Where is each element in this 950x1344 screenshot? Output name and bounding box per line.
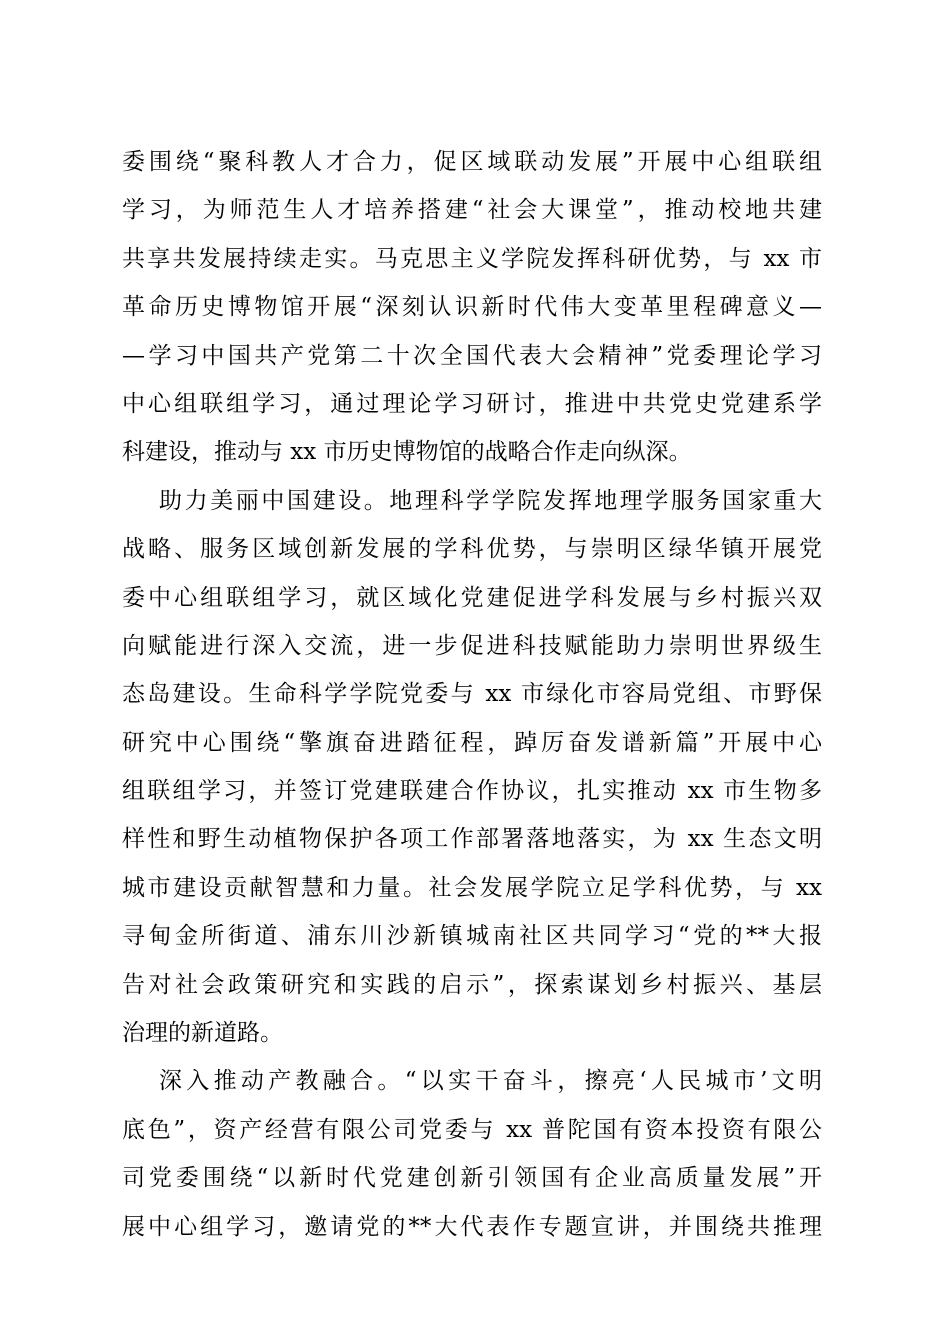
- text-line: 司党委围绕“以新时代党建创新引领国有企业高质量发展”开: [122, 1165, 822, 1192]
- text-line: 深入推动产教融合。“以实干奋斗，擦亮‘人民城市’文明: [159, 1068, 822, 1095]
- text-line: 革命历史博物馆开展“深刻认识新时代伟大变革里程碑意义—: [122, 294, 822, 321]
- text-line: 中心组联组学习，通过理论学习研讨，推进中共党史党建系学: [122, 390, 822, 417]
- text-line: 组联组学习，并签订党建联建合作协议，扎实推动 xx 市生物多: [122, 778, 822, 805]
- body-text: [122, 138, 822, 1251]
- text-line: 寻甸金所街道、浦东川沙新镇城南社区共同学习“党的**大报: [122, 923, 822, 950]
- text-line: 研究中心围绕“擎旗奋进踏征程，踔厉奋发谱新篇”开展中心: [122, 729, 822, 756]
- text-line: 委围绕“聚科教人才合力，促区域联动发展”开展中心组联组: [122, 149, 822, 175]
- text-line: 展中心组学习，邀请党的**大代表作专题宣讲，并围绕共推理: [122, 1213, 822, 1240]
- paragraph-3: [122, 1057, 822, 1251]
- text-line: 助力美丽中国建设。地理科学学院发挥地理学服务国家重大: [159, 487, 822, 514]
- text-line: 学习，为师范生人才培养搭建“社会大课堂”，推动校地共建: [122, 197, 822, 224]
- text-line: 底色”，资产经营有限公司党委与 xx 普陀国有资本投资有限公: [122, 1116, 822, 1143]
- text-line: 治理的新道路。: [122, 1020, 283, 1047]
- text-line: 态岛建设。生命科学学院党委与 xx 市绿化市容局党组、市野保: [122, 681, 822, 708]
- text-line: 共享共发展持续走实。马克思主义学院发挥科研优势，与 xx 市: [122, 245, 822, 272]
- text-line: 告对社会政策研究和实践的启示”，探索谋划乡村振兴、基层: [122, 971, 822, 998]
- text-line: 向赋能进行深入交流，进一步促进科技赋能助力崇明世界级生: [122, 632, 822, 659]
- paragraph-1-continuation: [122, 138, 822, 477]
- text-line: 委中心组联组学习，就区域化党建促进学科发展与乡村振兴双: [122, 584, 822, 611]
- text-line: 科建设，推动与 xx 市历史博物馆的战略合作走向纵深。: [122, 439, 692, 466]
- paragraph-2: [122, 477, 822, 1058]
- text-line: —学习中国共产党第二十次全国代表大会精神”党委理论学习: [122, 342, 822, 369]
- text-line: 战略、服务区域创新发展的学科优势，与崇明区绿华镇开展党: [122, 536, 822, 563]
- text-line: 城市建设贡献智慧和力量。社会发展学院立足学科优势，与 xx: [122, 874, 822, 901]
- text-line: 样性和野生动植物保护各项工作部署落地落实，为 xx 生态文明: [122, 826, 822, 853]
